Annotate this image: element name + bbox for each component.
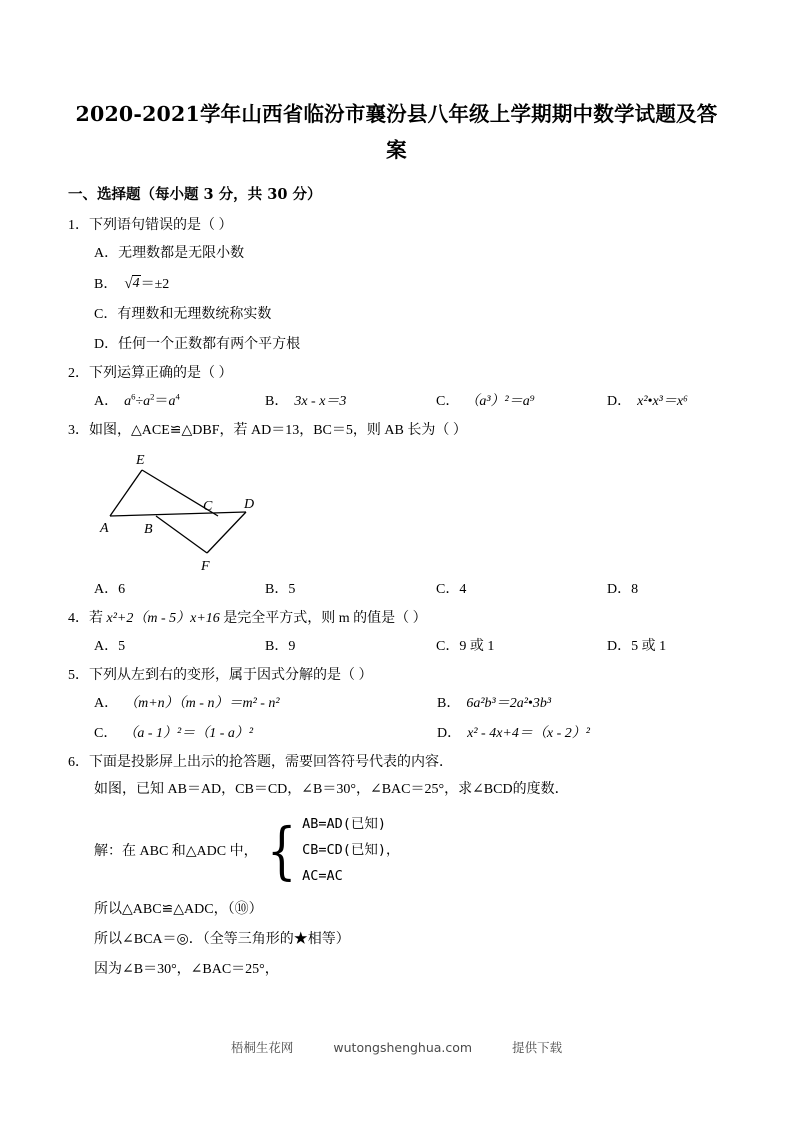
option-2-a-base1: a [124, 394, 132, 409]
option-4-c-label: C． [436, 639, 460, 654]
question-2-stem: 2．下列运算正确的是（ ） [68, 366, 233, 381]
question-4-options [68, 632, 725, 662]
option-5-b[interactable] [437, 689, 551, 719]
figure-label-e: E [136, 453, 145, 468]
figure-label-f: F [201, 559, 210, 573]
option-4-d[interactable] [607, 632, 666, 662]
option-2-c-text: （a³）²＝a⁹ [465, 394, 535, 409]
option-5-c[interactable] [94, 719, 437, 749]
question-6-stem: 6．下面是投影屏上出示的抢答题，需要回答符号代表的内容． [68, 755, 453, 770]
option-4-c-text: 9 或 1 [459, 639, 495, 654]
option-2-a-op: ÷ [135, 394, 144, 409]
option-5-a-text: （m+n）（m - n）＝m² - n² [124, 696, 280, 711]
option-3-c-text: 4 [459, 582, 467, 597]
option-3-b-text: 5 [288, 582, 296, 597]
option-4-b[interactable] [265, 632, 436, 662]
question-3-options [68, 575, 725, 605]
option-4-c[interactable] [436, 632, 607, 662]
footer-url[interactable]: wutongshenghua.com [333, 1039, 473, 1055]
option-2-c-label: C． [436, 394, 460, 409]
option-3-d-text: 8 [631, 582, 639, 597]
question-6-proof-given-block: 解：在 ABC 和△ADC 中， { AB=AD(已知) CB=CD(已知)， AC=AC [68, 811, 725, 889]
option-4-a[interactable] [94, 632, 265, 662]
option-5-c-label: C． [94, 726, 118, 741]
option-1-a[interactable]: A．无理数都是无限小数 [94, 246, 245, 261]
option-2-d-label: D． [607, 394, 632, 409]
option-1-b-label: B． [94, 277, 118, 292]
question-4-stem-post: 是完全平方式，则 m 的值是（ ） [219, 611, 427, 626]
option-3-c[interactable] [436, 575, 607, 605]
question-3-figure [68, 448, 725, 573]
option-2-a[interactable] [94, 387, 265, 417]
option-4-a-text: 5 [118, 639, 126, 654]
option-3-a-label: A． [94, 582, 119, 597]
question-1-stem: 1．下列语句错误的是（ ） [68, 218, 233, 233]
option-4-b-text: 9 [288, 639, 296, 654]
option-3-b[interactable] [265, 575, 436, 605]
question-4-stem-expression: x²+2（m - 5）x+16 [106, 611, 220, 626]
option-2-a-exp1: 6 [131, 391, 136, 402]
proof-conclusion-line-3: 因为∠B＝30°，∠BAC＝25°， [94, 962, 279, 977]
proof-equation-2: CB=CD(已知)， [302, 842, 400, 858]
square-root-icon: √4 [124, 276, 140, 292]
option-1-b-radicand: 4 [132, 276, 140, 291]
figure-label-c: C [203, 499, 213, 514]
proof-conclusion-line-2: 所以∠BCA＝◎．（全等三角形的★相等） [94, 932, 350, 947]
option-4-d-text: 5 或 1 [631, 639, 667, 654]
option-1-c[interactable]: C．有理数和无理数统称实数 [94, 307, 272, 322]
option-4-b-label: B． [265, 639, 289, 654]
footer-site-name: 梧桐生花网 [230, 1040, 294, 1055]
proof-equation-1: AB=AD(已知) [302, 816, 386, 832]
congruent-triangles-diagram [94, 448, 294, 573]
page-footer [0, 1038, 793, 1056]
option-3-b-label: B． [265, 582, 289, 597]
question-5-options [68, 689, 725, 749]
option-5-d-label: D． [437, 726, 462, 741]
question-2-options [68, 387, 725, 417]
option-3-d-label: D． [607, 582, 632, 597]
option-1-b[interactable] [94, 269, 725, 300]
figure-label-a: A [100, 521, 109, 536]
question-6-sub-stem: 如图，已知 AB＝AD，CB＝CD，∠B＝30°，∠BAC＝25°，求∠BCD的度数． [94, 782, 569, 797]
option-5-a-label: A． [94, 696, 119, 711]
option-3-c-label: C． [436, 582, 460, 597]
page-title: 2020-2021学年山西省临汾市襄汾县八年级上学期期中数学试题及答案 [75, 102, 718, 162]
option-2-a-exp3: 4 [175, 391, 180, 402]
proof-equation-list [302, 811, 399, 889]
option-3-a-text: 6 [118, 582, 126, 597]
option-4-a-label: A． [94, 639, 119, 654]
option-2-d[interactable] [607, 387, 688, 417]
option-3-a[interactable] [94, 575, 265, 605]
option-2-c[interactable] [436, 387, 607, 417]
option-2-b-label: B． [265, 394, 289, 409]
option-5-b-label: B． [437, 696, 461, 711]
option-1-d[interactable]: D．任何一个正数都有两个平方根 [94, 337, 301, 352]
option-2-a-eq: ＝ [154, 394, 169, 409]
proof-conclusion-line-1: 所以△ABC≌△ADC，（⑩） [94, 902, 263, 917]
option-2-a-exp2: 2 [150, 391, 155, 402]
question-5-stem: 5．下列从左到右的变形，属于因式分解的是（ ） [68, 668, 373, 683]
option-5-d-text: x² - 4x+4＝（x - 2）² [467, 726, 590, 741]
option-2-a-base3: a [168, 394, 176, 409]
option-2-a-label: A． [94, 394, 119, 409]
option-2-d-text: x²•x³＝x⁶ [637, 394, 688, 409]
footer-note: 提供下载 [512, 1040, 563, 1055]
option-4-d-label: D． [607, 639, 632, 654]
proof-lead-text: 解：在 ABC 和△ADC 中， [94, 844, 258, 859]
option-2-a-base2: a [143, 394, 151, 409]
question-4-stem [68, 605, 725, 632]
question-4-stem-pre: 4．若 [68, 611, 107, 626]
option-5-c-text: （a - 1）²＝（1 - a）² [123, 726, 254, 741]
option-5-b-text: 6a²b³＝2a²•3b³ [466, 696, 552, 711]
section-heading-multiple-choice: 一、选择题（每小题 3 分，共 30 分） [68, 186, 322, 203]
page-content [68, 96, 725, 985]
figure-label-d: D [244, 497, 255, 512]
option-5-a[interactable] [94, 689, 437, 719]
proof-equation-3: AC=AC [302, 868, 343, 884]
question-1-options [68, 239, 725, 360]
figure-label-b: B [144, 522, 153, 537]
option-2-b[interactable] [265, 387, 436, 417]
option-3-d[interactable] [607, 575, 638, 605]
option-5-d[interactable] [437, 719, 590, 749]
option-1-b-tail: ＝±2 [140, 277, 170, 292]
option-2-b-text: 3x - x＝3 [294, 394, 347, 409]
question-3-stem: 3．如图，△ACE≌△DBF，若 AD＝13，BC＝5，则 AB 长为（ ） [68, 423, 467, 438]
